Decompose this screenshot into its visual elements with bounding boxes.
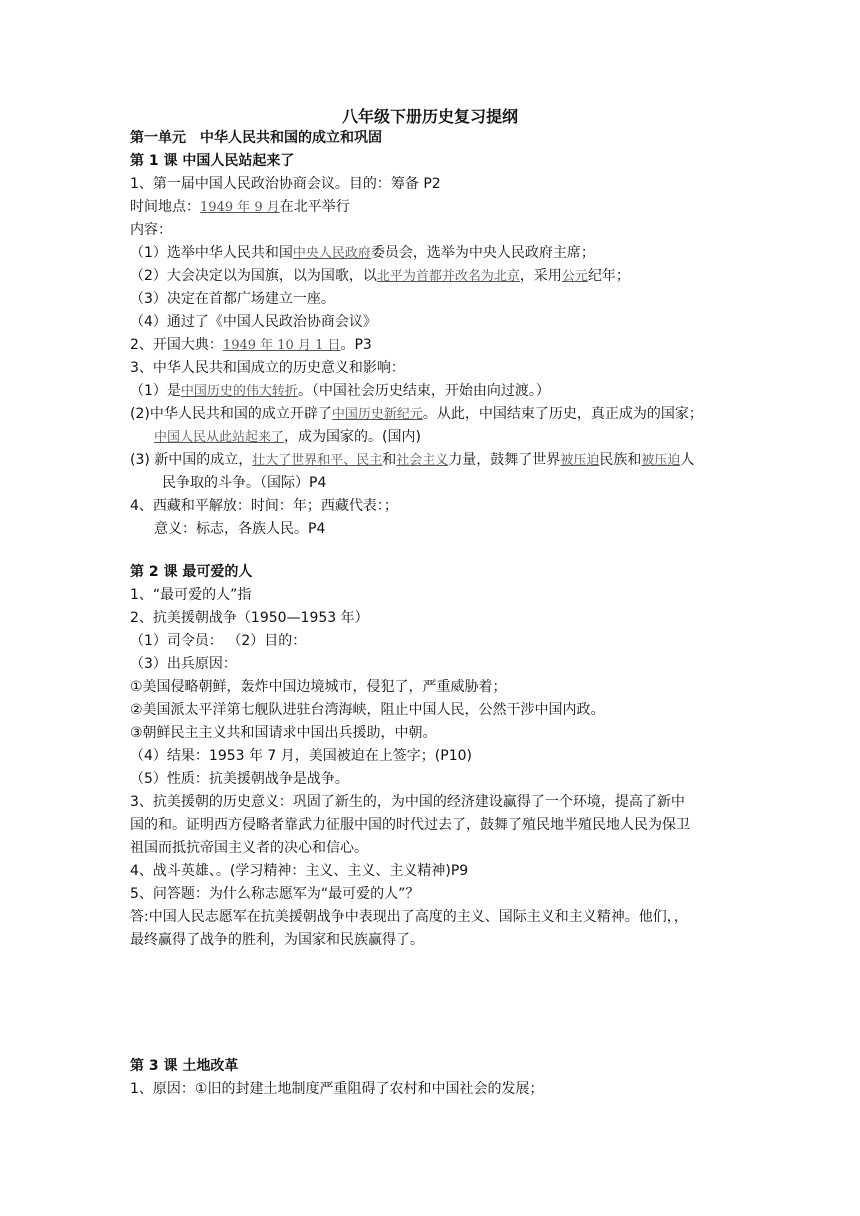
l2-item-2-5: （5）性质：抗美援朝战争是战争。 — [130, 771, 349, 787]
l1-time-underlined: 1949 年 9 月 — [200, 200, 280, 215]
l1-3-3-underlined-4: 被压迫 — [641, 453, 681, 468]
l2-reason-3: ③朝鲜民主主义共和国请求中国出兵援助，中朝。 — [130, 725, 437, 741]
l1-3-3-d: 民族和 — [599, 452, 642, 468]
l1-c2-b: ，采用 — [519, 268, 562, 284]
l2-answer-b: 最终赢得了战争的胜利，为国家和民族赢得了。 — [130, 932, 424, 948]
l2-reason-1: ①美国侵略朝鲜，轰炸中国边境城市，侵犯了，严重威胁着； — [130, 679, 507, 695]
l2-item-1: 1、“最可爱的人”指 — [130, 587, 252, 603]
l1-c1-a: （1）选举中华人民共和国 — [130, 245, 293, 261]
l1-3-point-3-cont: 民争取的斗争。（国际）P4 — [162, 475, 327, 491]
lesson-2-heading: 第 2 课 最可爱的人 — [130, 564, 253, 580]
l1-time-suffix: 在北平举行 — [279, 199, 350, 215]
l1-c2-underlined-2: 公元 — [561, 269, 588, 284]
document-title: 八年级下册历史复习提纲 — [341, 107, 518, 126]
l1-3-1-b: 。（中国社会历史结束，开始由向过渡。） — [297, 383, 550, 399]
l2-item-2-4: （4）结果：1953 年 7 月，美国被迫在上签字；(P10) — [130, 748, 472, 764]
l1-content-label: 内容： — [130, 222, 172, 238]
l1-3-2-b: 。从此，中国结束了历史，真正成为的国家； — [422, 406, 703, 422]
l2-item-4: 4、战斗英雄、。(学习精神：主义、主义、主义精神)P9 — [130, 863, 469, 879]
l3-item-1: 1、原因：①旧的封建土地制度严重阻碍了农村和中国社会的发展； — [130, 1081, 544, 1097]
l1-c2-underlined-1: 北平为首都并改名为北京 — [376, 269, 520, 284]
l2-item-3-b: 国的和。证明西方侵略者靠武力征服中国的时代过去了，鼓舞了殖民地半殖民地人民为保卫 — [130, 817, 690, 833]
l2-reason-2: ②美国派太平洋第七舰队进驻台湾海峡，阻止中国人民，公然干涉中国内政。 — [130, 702, 605, 718]
l2-item-2-3: （3）出兵原因： — [130, 656, 237, 672]
unit-heading: 第一单元 中华人民共和国的成立和巩固 — [130, 130, 382, 146]
l1-content-4: （4）通过了《中国人民政治协商会议》 — [130, 314, 377, 330]
l2-item-5: 5、问答题：为什么称志愿军为“最可爱的人”？ — [130, 886, 420, 902]
l1-c2-a: （2）大会决定以为国旗，以为国歌，以 — [130, 268, 377, 284]
l1-c2-c: 纪年； — [587, 268, 630, 284]
l1-time-prefix: 时间地点： — [130, 199, 200, 215]
lesson-1-heading: 第 1 课 中国人民站起来了 — [130, 153, 295, 169]
l1-3-3-underlined-2: 社会主义 — [396, 453, 449, 468]
l1-3-3-underlined-3: 被压迫 — [560, 453, 600, 468]
l1-item-4: 4、西藏和平解放：时间：年；西藏代表：； — [130, 498, 398, 514]
l1-content-3: （3）决定在首都广场建立一座。 — [130, 291, 335, 307]
l1-2-b: 。P3 — [340, 337, 372, 353]
l1-3-2-a: (2)中华人民共和国的成立开辟了 — [130, 406, 332, 422]
l1-item-1: 1、第一届中国人民政治协商会议。目的：筹备 P2 — [130, 176, 441, 192]
lesson-3-heading: 第 3 课 土地改革 — [130, 1058, 239, 1074]
l1-3-2-c: ，成为国家的。(国内) — [284, 429, 421, 445]
l1-item-2 — [130, 335, 372, 356]
l1-time-place — [130, 197, 350, 218]
l1-3-1-underlined: 中国历史的伟大转折 — [180, 384, 298, 399]
l1-3-1-a: （1）是 — [130, 383, 181, 399]
l1-c1-b: 委员会，选举为中央人民政府主席； — [370, 245, 595, 261]
l1-3-point-2-cont — [154, 427, 421, 448]
l1-3-point-2 — [130, 404, 703, 425]
l2-item-2: 2、抗美援朝战争（1950—1953 年） — [130, 610, 369, 626]
l1-3-3-c: 力量，鼓舞了世界 — [448, 452, 561, 468]
l2-item-3-c: 祖国而抵抗帝国主义者的决心和信心。 — [130, 840, 368, 856]
l1-content-1 — [130, 243, 595, 264]
l1-3-point-1 — [130, 381, 550, 402]
l1-3-3-e: 人 — [680, 452, 695, 468]
l1-3-point-3 — [130, 450, 694, 471]
l2-answer-a: 答:中国人民志愿军在抗美援朝战争中表现出了高度的主义、国际主义和主义精神。他们，， — [130, 909, 688, 925]
l1-3-3-underlined-1: 壮大了世界和平、民主 — [252, 453, 383, 468]
l2-item-3-a: 3、抗美援朝的历史意义：巩固了新生的，为中国的经济建设赢得了一个环境，提高了新中 — [130, 794, 685, 810]
l1-c1-underlined: 中央人民政府 — [292, 246, 371, 261]
l1-content-2 — [130, 266, 630, 287]
l1-3-3-b: 和 — [382, 452, 397, 468]
l1-item-4-cont: 意义：标志，各族人民。P4 — [154, 521, 326, 537]
l2-item-2-1: （1）司令员： （2）目的： — [130, 633, 307, 649]
l1-2-underlined: 1949 年 10 月 1 日 — [222, 338, 341, 353]
l1-3-3-a: (3) 新中国的成立， — [130, 452, 253, 468]
l1-item-3: 3、中华人民共和国成立的历史意义和影响： — [130, 360, 405, 376]
l1-2-a: 2、开国大典： — [130, 337, 223, 353]
l1-3-2-underlined-2: 中国人民从此站起来了 — [154, 430, 285, 445]
l1-3-2-underlined: 中国历史新纪元 — [331, 407, 423, 422]
